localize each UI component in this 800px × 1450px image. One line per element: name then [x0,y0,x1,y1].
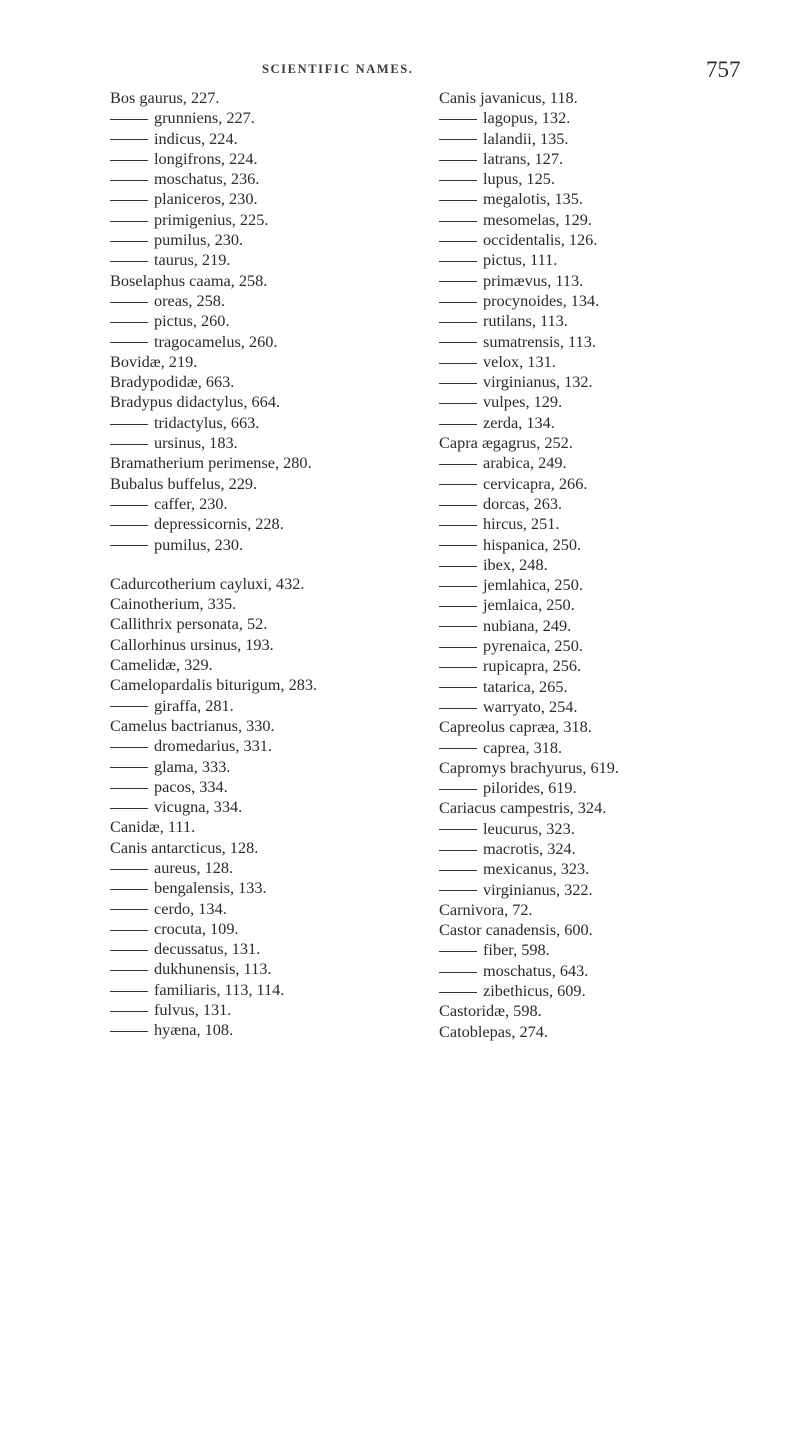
ditto-dash [110,444,148,445]
index-subentry [439,372,769,392]
entry-text: lalandii, 135. [483,128,569,148]
index-subentry [439,575,769,595]
ditto-dash [439,972,477,973]
entry-text: Catoblepas, 274. [439,1021,548,1041]
entry-text: fiber, 598. [483,940,550,960]
entry-text: Cariacus campestris, 324. [439,798,607,818]
entry-text: indicus, 224. [154,128,238,148]
entry-text: Callorhinus ursinus, 193. [110,634,274,654]
entry-text: mexicanus, 323. [483,859,590,879]
entry-text: jemlaica, 250. [483,595,575,615]
ditto-dash [110,788,148,789]
ditto-dash [439,829,477,830]
entry-text: dromedarius, 331. [154,736,273,756]
entry-text: vulpes, 129. [483,392,563,412]
ditto-dash [439,626,477,627]
entry-text: sumatrensis, 113. [483,331,596,351]
index-subentry [110,1000,410,1020]
entry-text: dukhunensis, 113. [154,959,272,979]
ditto-dash [439,119,477,120]
index-subentry [110,777,410,797]
ditto-dash [439,708,477,709]
ditto-dash [439,890,477,891]
entry-text: Castor canadensis, 600. [439,920,593,940]
entry-text: pictus, 260. [154,311,230,331]
index-entry [110,352,410,372]
ditto-dash [110,545,148,546]
entry-text: ursinus, 183. [154,433,238,453]
ditto-dash [110,950,148,951]
entry-text: familiaris, 113, 114. [154,979,285,999]
ditto-dash [439,566,477,567]
entry-text: fulvus, 131. [154,1000,232,1020]
entry-text: tatarica, 265. [483,676,568,696]
ditto-dash [110,200,148,201]
entry-text: Canidæ, 111. [110,817,196,837]
entry-text: latrans, 127. [483,148,564,168]
index-subentry [110,878,410,898]
index-entry [439,433,769,453]
entry-text: bengalensis, 133. [154,878,267,898]
entry-text: pyrenaica, 250. [483,636,583,656]
ditto-dash [439,403,477,404]
entry-text: oreas, 258. [154,290,225,310]
index-entry [110,675,410,695]
index-subentry [439,413,769,433]
ditto-dash [439,160,477,161]
entry-text: arabica, 249. [483,453,567,473]
index-entry [110,474,410,494]
index-subentry [110,311,410,331]
entry-text: primævus, 113. [483,270,584,290]
ditto-dash [439,139,477,140]
entry-text: Camelopardalis biturigum, 283. [110,675,318,695]
ditto-dash [439,992,477,993]
index-subentry [110,899,410,919]
index-subentry [439,819,769,839]
entry-text: lupus, 125. [483,169,555,189]
index-subentry [110,291,410,311]
entry-text: zerda, 134. [483,412,555,432]
index-entry [110,453,410,473]
index-subentry [439,839,769,859]
index-entry [439,900,769,920]
index-subentry [439,210,769,230]
ditto-dash [439,789,477,790]
ditto-dash [439,200,477,201]
index-subentry [110,959,410,979]
ditto-dash [439,545,477,546]
index-subentry [439,656,769,676]
index-subentry [439,250,769,270]
entry-text: primigenius, 225. [154,209,269,229]
entry-text: decussatus, 131. [154,939,261,959]
index-subentry [110,210,410,230]
entry-text: Cainotherium, 335. [110,594,237,614]
index-subentry [439,697,769,717]
ditto-dash [110,261,148,262]
entry-text: grunniens, 227. [154,108,255,128]
entry-text: caprea, 318. [483,737,563,757]
index-subentry [439,514,769,534]
entry-text: caffer, 230. [154,493,228,513]
index-subentry [439,230,769,250]
index-subentry [110,149,410,169]
ditto-dash [110,808,148,809]
ditto-dash [439,363,477,364]
page-number: 757 [706,57,741,82]
entry-text: taurus, 219. [154,250,231,270]
ditto-dash [439,464,477,465]
index-subentry [110,169,410,189]
ditto-dash [439,505,477,506]
index-subentry [110,939,410,959]
section-gap [110,555,410,574]
entry-text: giraffa, 281. [154,695,234,715]
ditto-dash [110,991,148,992]
ditto-dash [110,424,148,425]
ditto-dash [110,767,148,768]
ditto-dash [439,221,477,222]
entry-text: planiceros, 230. [154,189,258,209]
index-entry [439,88,769,108]
index-subentry [439,149,769,169]
ditto-dash [110,505,148,506]
ditto-dash [439,951,477,952]
ditto-dash [110,909,148,910]
entry-text: Cadurcotherium cayluxi, 432. [110,573,305,593]
entry-text: Boselaphus caama, 258. [110,270,268,290]
index-subentry [439,555,769,575]
index-entry [110,88,410,108]
index-subentry [110,514,410,534]
index-subentry [439,352,769,372]
index-subentry [439,271,769,291]
ditto-dash [439,586,477,587]
ditto-dash [439,281,477,282]
entry-text: tridactylus, 663. [154,412,260,432]
index-subentry [439,392,769,412]
entry-text: pilorides, 619. [483,778,577,798]
index-subentry [110,736,410,756]
index-subentry [439,332,769,352]
index-subentry [439,311,769,331]
entry-text: moschatus, 236. [154,169,260,189]
index-entry [110,817,410,837]
ditto-dash [110,869,148,870]
index-subentry [110,230,410,250]
entry-text: zibethicus, 609. [483,981,586,1001]
entry-text: aureus, 128. [154,857,234,877]
entry-text: Bradypus didactylus, 664. [110,392,281,412]
entry-text: Bos gaurus, 227. [110,88,220,107]
entry-text: Callithrix personata, 52. [110,614,268,634]
index-subentry [439,494,769,514]
index-entry [110,838,410,858]
entry-text: nubiana, 249. [483,615,572,635]
index-subentry [439,189,769,209]
running-title: SCIENTIFIC NAMES. [262,62,414,76]
entry-text: longifrons, 224. [154,148,258,168]
entry-text: cervicapra, 266. [483,473,588,493]
entry-text: ibex, 248. [483,554,548,574]
ditto-dash [110,139,148,140]
index-subentry [439,616,769,636]
index-subentry [110,129,410,149]
index-subentry [110,250,410,270]
ditto-dash [439,850,477,851]
index-entry [439,758,769,778]
index-entry [439,920,769,940]
entry-text: tragocamelus, 260. [154,331,278,351]
entry-text: Bradypodidæ, 663. [110,372,235,392]
index-entry [110,655,410,675]
index-subentry [110,494,410,514]
entry-text: Camelidæ, 329. [110,655,213,675]
ditto-dash [439,383,477,384]
index-entry [439,1022,769,1042]
entry-text: Bubalus buffelus, 229. [110,473,258,493]
entry-text: occidentalis, 126. [483,230,598,250]
index-subentry [110,332,410,352]
index-subentry [439,677,769,697]
index-subentry [439,880,769,900]
index-subentry [110,413,410,433]
index-subentry [439,961,769,981]
index-entry [110,635,410,655]
ditto-dash [439,322,477,323]
ditto-dash [110,706,148,707]
ditto-dash [110,160,148,161]
index-subentry [110,919,410,939]
entry-text: lagopus, 132. [483,108,571,128]
page-header [0,44,800,84]
ditto-dash [110,302,148,303]
ditto-dash [439,342,477,343]
entry-text: Capromys brachyurus, 619. [439,757,619,777]
ditto-dash [110,221,148,222]
ditto-dash [439,667,477,668]
entry-text: Bovidæ, 219. [110,351,198,371]
ditto-dash [110,889,148,890]
index-subentry [110,108,410,128]
entry-text: glama, 333. [154,756,231,776]
index-entry [110,594,410,614]
index-subentry [439,535,769,555]
index-subentry [110,757,410,777]
ditto-dash [439,606,477,607]
index-subentry [439,474,769,494]
ditto-dash [110,930,148,931]
entry-text: virginianus, 322. [483,879,593,899]
entry-text: Capra ægagrus, 252. [439,433,573,453]
index-entry [110,614,410,634]
index-subentry [439,453,769,473]
ditto-dash [439,647,477,648]
ditto-dash [439,687,477,688]
index-subentry [439,291,769,311]
entry-text: pumilus, 230. [154,230,244,250]
index-subentry [439,636,769,656]
index-subentry [110,858,410,878]
ditto-dash [439,525,477,526]
entry-text: Capreolus capræa, 318. [439,717,592,737]
ditto-dash [110,119,148,120]
index-column-left [110,88,410,1041]
ditto-dash [439,870,477,871]
index-entry [110,271,410,291]
ditto-dash [439,484,477,485]
entry-text: virginianus, 132. [483,372,593,392]
entry-text: vicugna, 334. [154,797,243,817]
entry-text: Camelus bactrianus, 330. [110,715,275,735]
ditto-dash [439,241,477,242]
index-subentry [439,738,769,758]
entry-text: jemlahica, 250. [483,575,583,595]
ditto-dash [439,424,477,425]
entry-text: megalotis, 135. [483,189,583,209]
ditto-dash [439,748,477,749]
entry-text: pictus, 111. [483,250,558,270]
entry-text: Canis antarcticus, 128. [110,837,259,857]
entry-text: rutilans, 113. [483,311,568,331]
entry-text: macrotis, 324. [483,838,576,858]
index-subentry [439,778,769,798]
index-subentry [439,981,769,1001]
ditto-dash [439,261,477,262]
ditto-dash [439,302,477,303]
entry-text: depressicornis, 228. [154,514,284,534]
entry-text: procynoides, 134. [483,290,600,310]
index-subentry [439,595,769,615]
entry-text: pacos, 334. [154,776,228,796]
index-entry [439,1001,769,1021]
entry-text: hyæna, 108. [154,1020,234,1040]
index-column-right [439,88,769,1042]
index-subentry [110,696,410,716]
entry-text: hircus, 251. [483,514,560,534]
ditto-dash [110,525,148,526]
ditto-dash [110,241,148,242]
index-entry [439,798,769,818]
index-subentry [439,940,769,960]
entry-text: moschatus, 643. [483,960,589,980]
entry-text: velox, 131. [483,351,556,371]
index-subentry [439,169,769,189]
index-entry [110,392,410,412]
entry-text: Bramatherium perimense, 280. [110,453,312,473]
entry-text: mesomelas, 129. [483,209,592,229]
ditto-dash [110,747,148,748]
ditto-dash [110,180,148,181]
index-subentry [110,980,410,1000]
ditto-dash [110,1031,148,1032]
entry-text: leucurus, 323. [483,818,575,838]
entry-text: Carnivora, 72. [439,899,533,919]
entry-text: warryato, 254. [483,696,578,716]
index-subentry [439,859,769,879]
index-subentry [110,535,410,555]
ditto-dash [110,342,148,343]
entry-text: rupicapra, 256. [483,656,582,676]
index-subentry [110,433,410,453]
ditto-dash [110,970,148,971]
ditto-dash [110,322,148,323]
entry-text: Canis javanicus, 118. [439,88,578,107]
entry-text: cerdo, 134. [154,898,227,918]
index-entry [110,716,410,736]
index-entry [110,574,410,594]
entry-text: Castoridæ, 598. [439,1001,542,1021]
index-entry [110,372,410,392]
entry-text: hispanica, 250. [483,534,582,554]
ditto-dash [439,180,477,181]
ditto-dash [110,1011,148,1012]
entry-text: pumilus, 230. [154,534,244,554]
index-entry [439,717,769,737]
index-subentry [110,1020,410,1040]
index-subentry [110,797,410,817]
entry-text: dorcas, 263. [483,493,563,513]
index-subentry [439,129,769,149]
entry-text: crocuta, 109. [154,918,239,938]
index-subentry [110,189,410,209]
index-subentry [439,108,769,128]
